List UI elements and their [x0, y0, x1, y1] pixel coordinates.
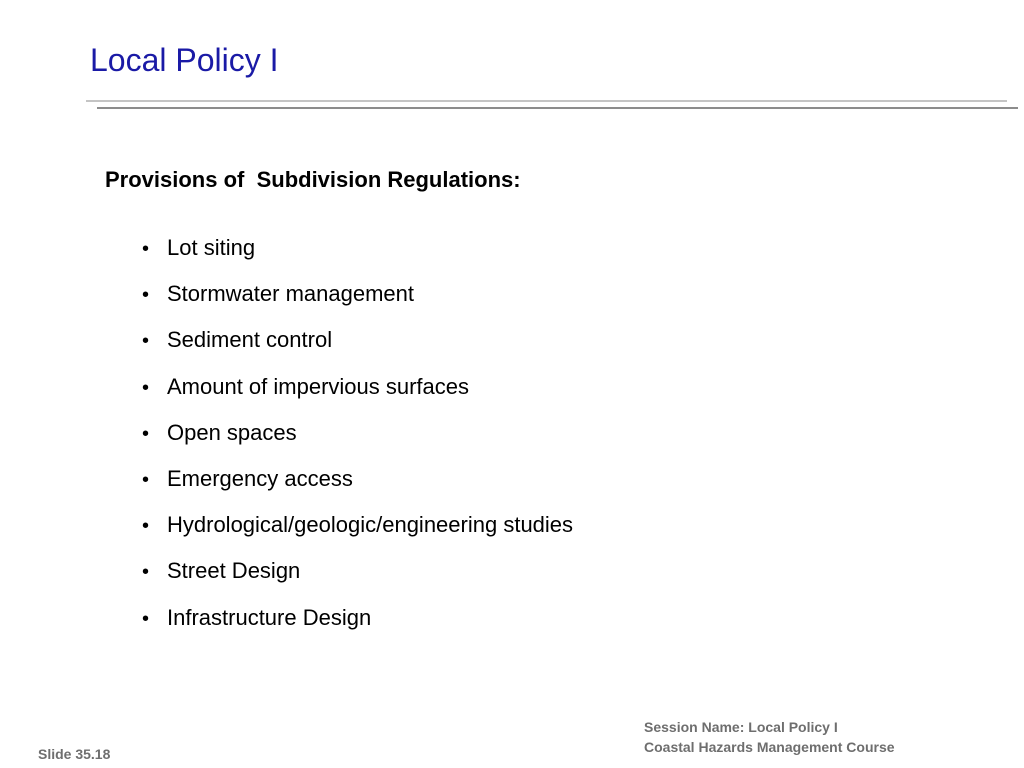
- list-item-text: Street Design: [167, 558, 301, 584]
- list-item: [142, 234, 573, 280]
- list-item-text: Amount of impervious surfaces: [167, 373, 470, 399]
- bullet-icon: •: [142, 422, 150, 445]
- bullet-list: [142, 234, 573, 650]
- list-item-text: Open spaces: [167, 419, 297, 445]
- list-item: [142, 373, 573, 419]
- list-item: [142, 557, 573, 603]
- list-item-text: Emergency access: [167, 465, 353, 491]
- footer-session-info: [644, 717, 895, 757]
- list-item: [142, 419, 573, 465]
- section-heading: Provisions of Subdivision Regulations:: [105, 167, 521, 192]
- bullet-icon: •: [142, 376, 150, 399]
- list-item: [142, 280, 573, 326]
- bullet-icon: •: [142, 238, 150, 260]
- list-item-text: Hydrological/geologic/engineering studies: [167, 512, 574, 538]
- bullet-icon: •: [142, 330, 150, 353]
- footer-course-name: Coastal Hazards Management Course: [644, 739, 895, 755]
- slide-title: Local Policy I: [90, 42, 279, 78]
- title-rule-dark: [97, 107, 1018, 109]
- list-item-text: Lot siting: [167, 235, 256, 260]
- slide-number: Slide 35.18: [38, 746, 111, 762]
- list-item: [142, 604, 573, 650]
- list-item: [142, 465, 573, 511]
- bullet-icon: •: [142, 561, 150, 584]
- bullet-icon: •: [142, 607, 150, 630]
- list-item: [142, 511, 573, 557]
- list-item: [142, 326, 573, 372]
- bullet-icon: •: [142, 284, 150, 307]
- bullet-icon: •: [142, 468, 150, 491]
- footer-session-name: Session Name: Local Policy I: [644, 719, 838, 735]
- list-item-text: Stormwater management: [167, 281, 414, 307]
- bullet-icon: •: [142, 515, 150, 538]
- list-item-text: Infrastructure Design: [167, 604, 372, 630]
- list-item-text: Sediment control: [167, 327, 333, 353]
- title-rule-light: [86, 100, 1007, 102]
